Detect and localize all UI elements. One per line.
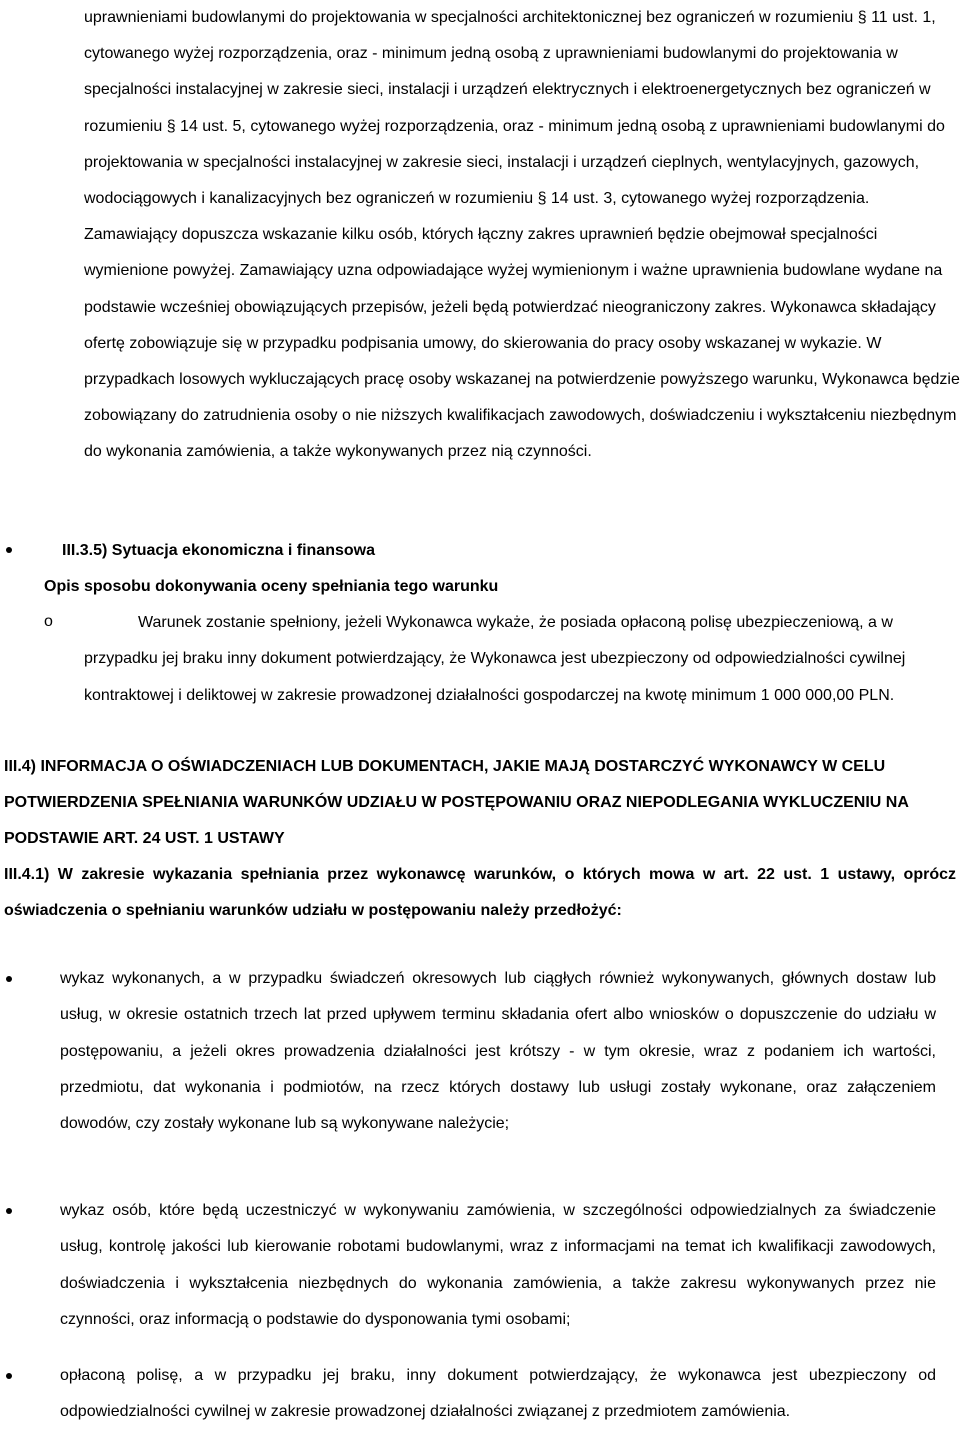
list-item: wykaz osób, które będą uczestniczyć w wykonywaniu zamówienia, w szczególności odpowiedzialnych za świadczenie usług, kontrolę jakości lub kierowanie robotami budowlanymi, wraz z informacjami na temat ich kwalifikacji zawodowych, doświadczenia i wykształcenia niezbędnych do wykonania zamówienia, a także zakresu wykonywanych przez nie czynności, oraz informacją o podstawie do dysponowania tymi osobami;	[60, 1202, 936, 1328]
section-335-text-content: Warunek zostanie spełniony, jeżeli Wykonawca wykaże, że posiada opłaconą polisę ubezpieczeniową, a w przypadku jej braku inny dokument potwierdzający, że Wykonawca jest ubezpieczony od odpowiedzialności cywilnej kontraktowej i deliktowej w zakresie prowadzonej działalności gospodarczej na kwotę minimum 1 000 000,00 PLN.	[84, 614, 906, 704]
bullet-dot	[6, 1208, 12, 1214]
bullet-dot	[6, 547, 12, 553]
section-335-subheading: Opis sposobu dokonywania oceny spełniania tego warunku	[44, 578, 499, 595]
section-335-heading: III.3.5) Sytuacja ekonomiczna i finansowa	[62, 542, 375, 559]
list-item: opłaconą polisę, a w przypadku jej braku, inny dokument potwierdzający, że wykonawca jest ubezpieczony od odpowiedzialności cywilnej w zakresie prowadzonej działalności związanej z przedmiotem zamówienia.	[60, 1367, 936, 1421]
list-item: wykaz wykonanych, a w przypadku świadczeń okresowych lub ciągłych również wykonywanych, głównych dostaw lub usług, w okresie ostatnich trzech lat przed upływem terminu składania ofert albo wniosków o dopuszczenie do udziału w postępowaniu, a jeżeli okres prowadzenia działalności jest krótszy - w tym okresie, wraz z podaniem ich wartości, przedmiotu, dat wykonania i podmiotów, na rzecz których dostawy lub usługi zostały wykonane, oraz załączeniem dowodów, czy zostały wykonane lub są wykonywane należycie;	[60, 970, 936, 1133]
bullet-dot	[6, 976, 12, 982]
section-335-text	[84, 605, 952, 714]
section-341-heading: III.4.1) W zakresie wykazania spełniania przez wykonawcę warunków, o których mowa w art. 22 ust. 1 ustawy, oprócz oświadczenia o spełnianiu warunków udziału w postępowaniu należy przedłożyć:	[4, 866, 956, 919]
intro-paragraph: uprawnieniami budowlanymi do projektowania w specjalności architektonicznej bez ograniczeń w rozumieniu § 11 ust. 1, cytowanego wyżej rozporządzenia, oraz - minimum jedną osobą z uprawnieniami budowlanymi do projektowania w specjalności instalacyjnej w zakresie sieci, instalacji i urządzeń elektrycznych i elektroenergetycznych bez ograniczeń w rozumieniu § 14 ust. 5, cytowanego wyżej rozporządzenia, oraz - minimum jedną osobą z uprawnieniami budowlanymi do projektowania w specjalności instalacyjnej w zakresie sieci, instalacji i urządzeń cieplnych, wentylacyjnych, gazowych, wodociągowych i kanalizacyjnych bez ograniczeń w rozumieniu § 14 ust. 3, cytowanego wyżej rozporządzenia. Zamawiający dopuszcza wskazanie kilku osób, których łączny zakres uprawnień będzie obejmował specjalności wymienione powyżej. Zamawiający uzna odpowiadające wyżej wymienionym i ważne uprawnienia budowlane wydane na podstawie wcześniej obowiązujących przepisów, jeżeli będą potwierdzać nieograniczony zakres. Wykonawca składający ofertę zobowiązuje się w przypadku podpisania umowy, do skierowania do pracy osoby wskazanej w wykazie. W przypadkach losowych wykluczających pracę osoby wskazanej na potwierdzenie powyższego warunku, Wykonawca będzie zobowiązany do zatrudnienia osoby o nie niższych kwalifikacjach zawodowych, doświadczeniu i wykształceniu niezbędnym do wykonania zamówienia, a także wykonywanych przez nią czynności.	[84, 9, 960, 461]
list-marker: o	[44, 613, 53, 630]
section-34-heading: III.4) INFORMACJA O OŚWIADCZENIACH LUB DOKUMENTACH, JAKIE MAJĄ DOSTARCZYĆ WYKONAWCY W CELU POTWIERDZENIA SPEŁNIANIA WARUNKÓW UDZIAŁU W POSTĘPOWANIU ORAZ NIEPODLEGANIA WYKLUCZENIU NA PODSTAWIE ART. 24 UST. 1 USTAWY	[4, 758, 909, 847]
bullet-dot	[6, 1373, 12, 1379]
